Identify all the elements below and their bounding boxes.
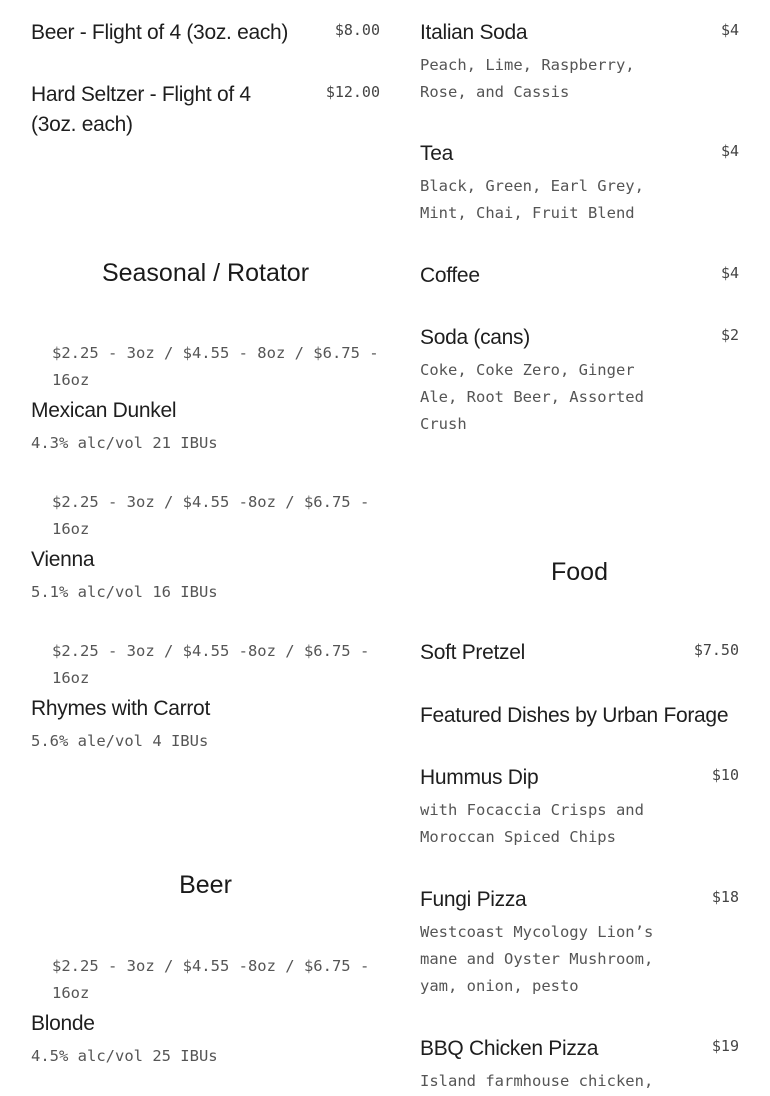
item-name: Soft Pretzel: [420, 641, 525, 664]
item-price: $10: [711, 766, 739, 784]
featured-subheading: [420, 701, 739, 731]
item-price: $2: [720, 326, 739, 344]
item-name: Hummus Dip: [420, 766, 539, 789]
menu-item: [420, 139, 739, 227]
item-description: Coke, Coke Zero, Ginger Ale, Root Beer, Assorted Crush: [420, 361, 644, 433]
menu-item: [31, 18, 380, 48]
section-heading-seasonal: Seasonal / Rotator: [101, 259, 310, 287]
item-price: $12.00: [325, 83, 380, 101]
item-pricing: $2.25 - 3oz / $4.55 - 8oz / $6.75 - 16oz: [52, 344, 379, 389]
item-pricing: $2.25 - 3oz / $4.55 -8oz / $6.75 - 16oz: [52, 493, 370, 538]
item-price: $8.00: [334, 21, 380, 39]
menu-item: [31, 340, 380, 457]
item-description: Island farmhouse chicken,: [420, 1072, 654, 1090]
item-description: 4.5% alc/vol 25 IBUs: [31, 1047, 218, 1065]
item-name: Tea: [420, 142, 453, 165]
item-price: $7.50: [693, 641, 739, 659]
menu-item: [31, 953, 380, 1070]
menu-item: [420, 18, 739, 106]
item-price: $4: [720, 264, 739, 282]
item-name: Mexican Dunkel: [31, 399, 177, 422]
menu-item: [420, 763, 739, 851]
item-name: BBQ Chicken Pizza: [420, 1037, 599, 1060]
menu-item: [420, 261, 739, 291]
section-heading-beer: Beer: [179, 871, 232, 899]
item-description: Black, Green, Earl Grey, Mint, Chai, Fruit Blend: [420, 177, 644, 222]
featured-label: Featured Dishes by Urban Forage: [420, 704, 729, 727]
item-name: Rhymes with Carrot: [31, 697, 210, 720]
item-name: Beer - Flight of 4 (3oz. each): [31, 21, 289, 44]
menu-item: [420, 323, 739, 438]
section-heading-food: Food: [551, 558, 608, 586]
item-name: Vienna: [31, 548, 95, 571]
item-price: $18: [711, 888, 739, 906]
item-name: Coffee: [420, 264, 480, 287]
item-price: $4: [720, 142, 739, 160]
item-name: Hard Seltzer - Flight of 4 (3oz. each): [31, 83, 251, 136]
menu-item: [420, 638, 739, 668]
menu-item: [31, 80, 380, 140]
item-pricing: $2.25 - 3oz / $4.55 -8oz / $6.75 - 16oz: [52, 642, 370, 687]
menu-item: [31, 638, 380, 755]
item-description: 5.6% ale/vol 4 IBUs: [31, 732, 209, 750]
item-price: $4: [720, 21, 739, 39]
item-name: Blonde: [31, 1012, 95, 1035]
item-description: Peach, Lime, Raspberry, Rose, and Cassis: [420, 56, 635, 101]
item-name: Italian Soda: [420, 21, 528, 44]
item-pricing: $2.25 - 3oz / $4.55 -8oz / $6.75 - 16oz: [52, 957, 370, 1002]
item-name: Soda (cans): [420, 326, 530, 349]
menu-item: [420, 885, 739, 1000]
item-price: $19: [711, 1037, 739, 1055]
item-description: with Focaccia Crisps and Moroccan Spiced Chips: [420, 801, 644, 846]
item-name: Fungi Pizza: [420, 888, 527, 911]
menu-item: [31, 489, 380, 606]
item-description: 5.1% alc/vol 16 IBUs: [31, 583, 218, 601]
menu-item: [420, 1034, 739, 1095]
item-description: 4.3% alc/vol 21 IBUs: [31, 434, 218, 452]
item-description: Westcoast Mycology Lion’s mane and Oyster Mushroom, yam, onion, pesto: [420, 923, 654, 995]
